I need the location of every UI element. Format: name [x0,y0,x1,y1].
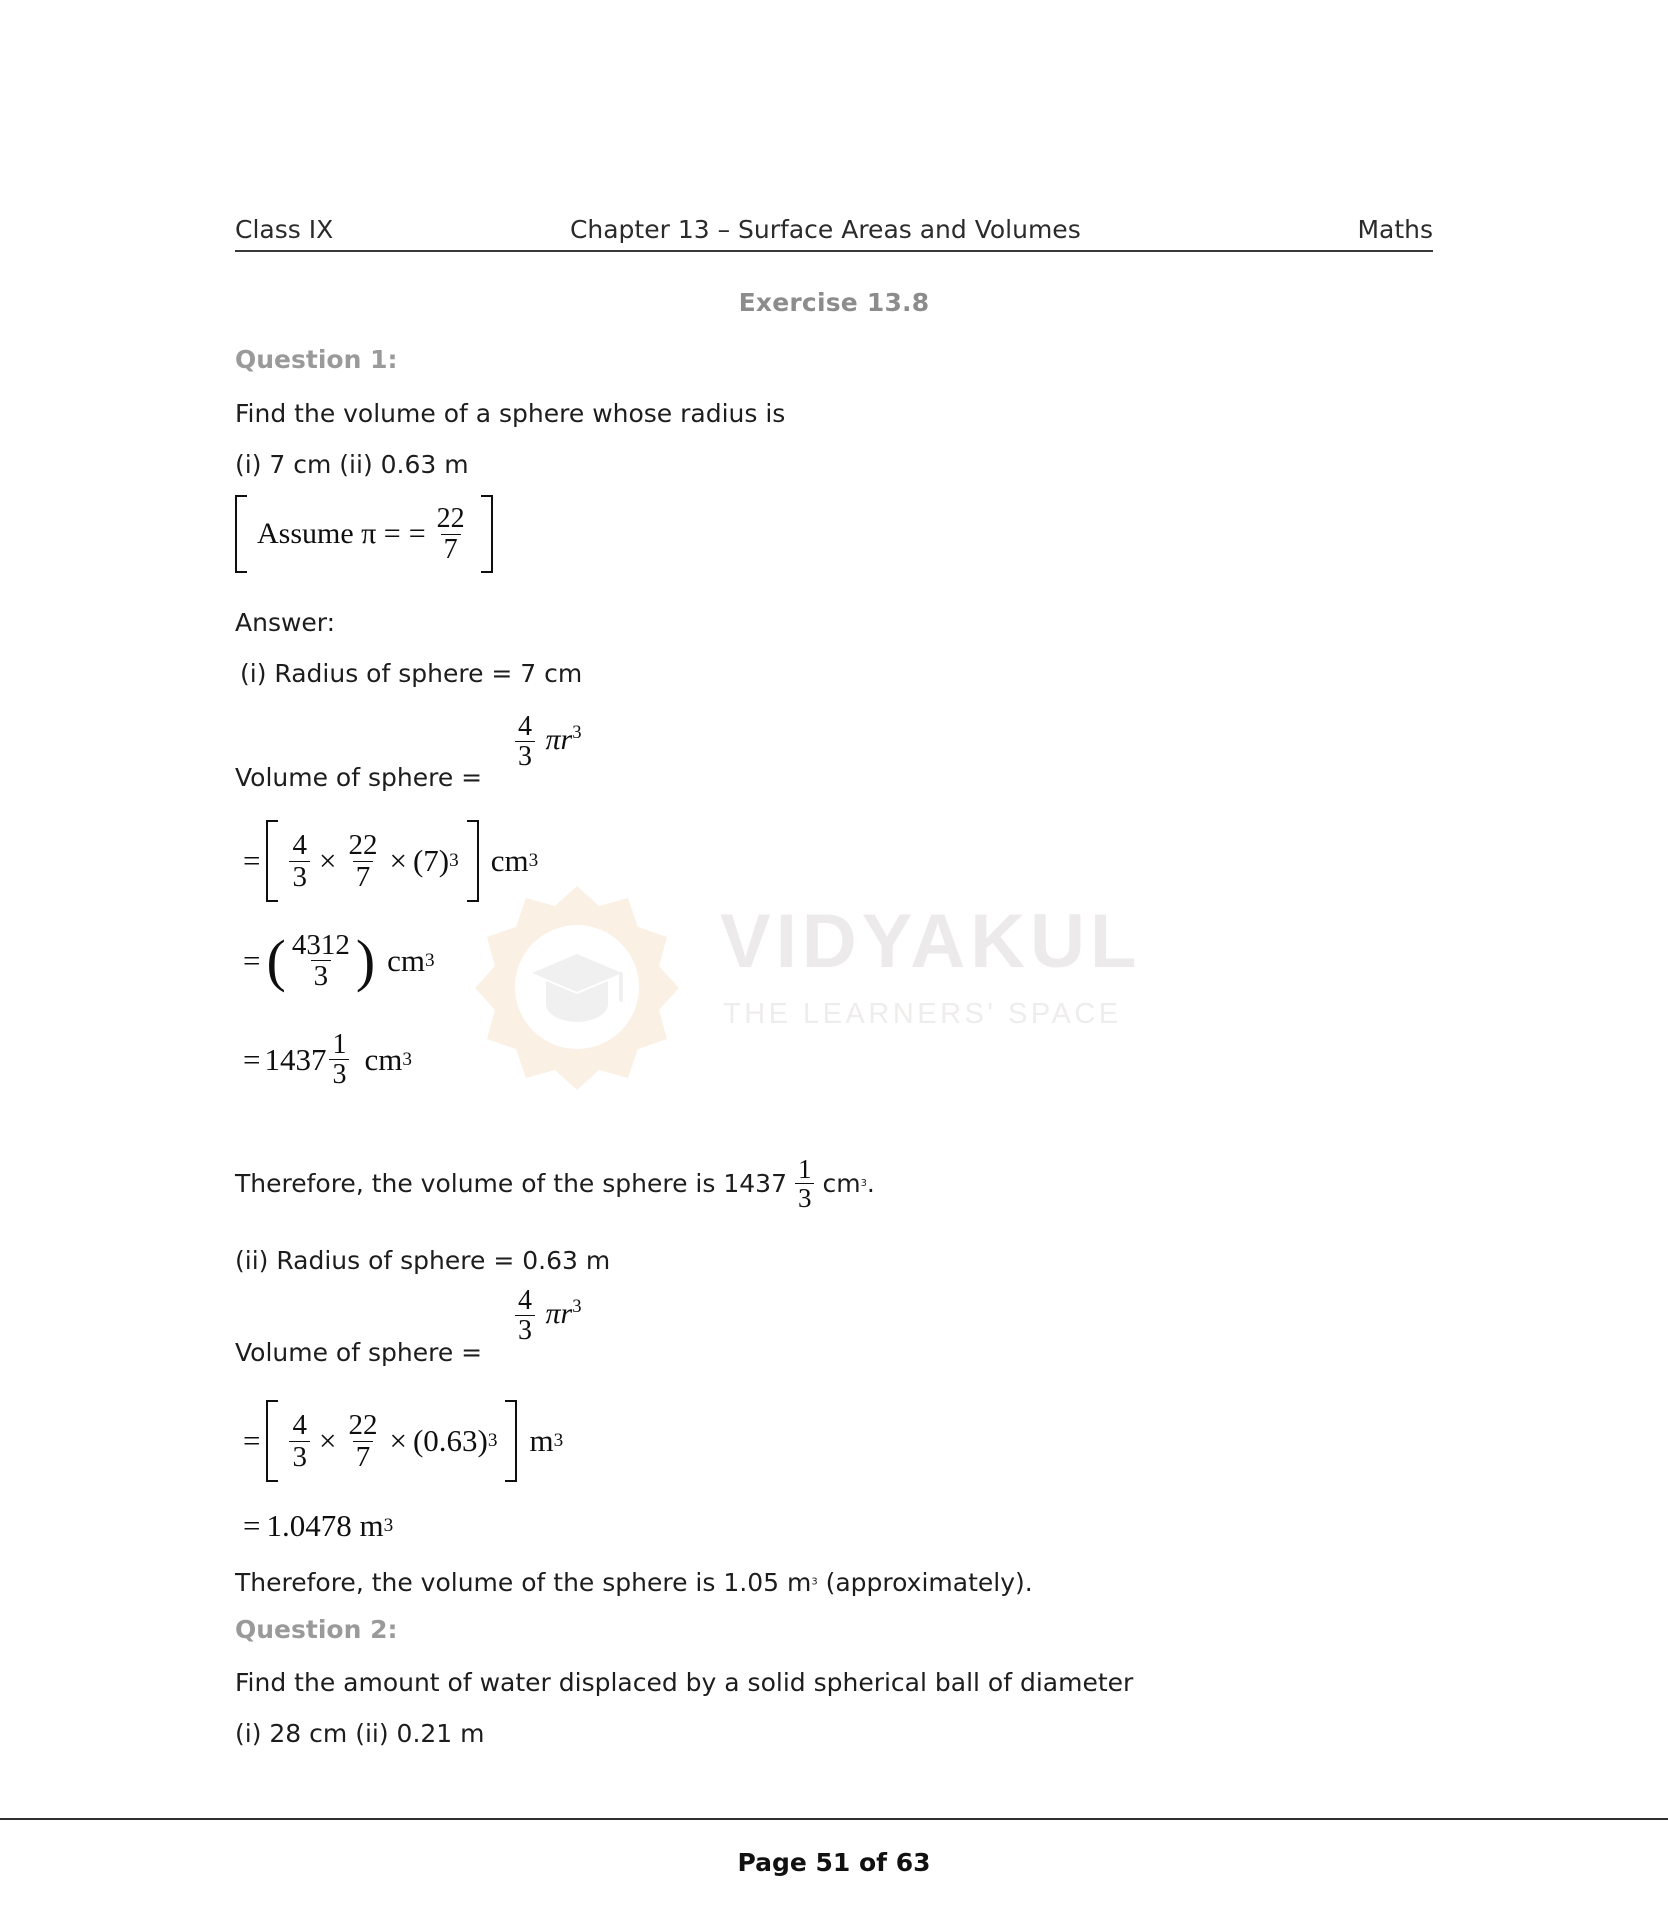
step1-value: (0.63) [412,1423,488,1458]
conclusion-text-b: (approximately). [817,1568,1033,1597]
step3-unit: cm [364,1041,403,1077]
conclusion-denominator: 3 [795,1183,815,1212]
step3-whole: 1437 [264,1041,327,1077]
watermark-brand: VIDYAKUL [720,899,1142,984]
step1-equals: = [243,843,261,878]
question-2-label: Question 2: [235,1615,398,1644]
step1-f1-num: 4 [292,829,307,862]
formula-denominator: 3 [515,741,535,771]
step1-f1-den: 3 [289,861,310,892]
step2-equals: = [243,942,261,978]
step2-value-power: 3 [383,1515,394,1536]
conclusion-text-c: . [866,1168,875,1198]
conclusion-text-a: Therefore, the volume of the sphere is 1437 [235,1168,787,1198]
question-1-line-2: (i) 7 cm (ii) 0.63 m [235,450,469,479]
formula-power: 3 [572,1295,582,1317]
part-ii-radius: (ii) Radius of sphere = 0.63 m [235,1246,611,1275]
step1-value: (7) [412,843,450,878]
question-1-label: Question 1: [235,345,398,374]
conclusion-numerator: 1 [797,1154,812,1184]
part-i-volume-label: Volume of sphere = [235,763,483,792]
assume-pi-expression: Assume π = = $\frac{22}{7}$ [235,495,493,581]
step3-unit-power: 3 [402,1048,412,1070]
part-i-volume-formula [512,712,582,772]
assume-numerator: 22 [436,503,465,535]
step2-unit: cm [387,942,426,978]
formula-power: 3 [572,721,582,743]
step1-f2-den: 7 [353,861,374,892]
header-class: Class IX [235,215,334,244]
step2-denominator: 3 [311,960,332,991]
question-2-line-1: Find the amount of water displaced by a solid spherical ball of diameter [235,1668,1134,1697]
conclusion-unit: cm [822,1168,861,1198]
part-i-step-2: = ( $\frac{4312}{3}$ ) cm 3 [243,927,435,993]
step3-equals: = [243,1041,261,1077]
formula-numerator: 4 [518,711,532,742]
bracket-right-icon [467,820,479,902]
step3-numerator: 1 [332,1029,347,1060]
part-i-step-1 [243,820,538,902]
part-ii-volume-label: Volume of sphere = [235,1338,483,1367]
bracket-left-icon [266,820,278,902]
bracket-left-icon [266,1400,278,1482]
formula-pi-r: πr [545,1296,573,1330]
header-chapter: Chapter 13 – Surface Areas and Volumes [569,215,1081,244]
part-ii-step-2 [243,1508,393,1544]
step1-f1-num: 4 [292,1409,307,1442]
step1-unit: m [529,1423,554,1458]
assume-text: Assume π = [257,517,401,550]
question-2-line-2: (i) 28 cm (ii) 0.21 m [235,1719,485,1748]
step1-times-2: × [389,843,407,878]
part-ii-step-1 [243,1400,563,1482]
formula-denominator: 3 [515,1315,535,1345]
header-subject: Maths [1357,215,1433,244]
step1-unit-power: 3 [553,1430,564,1451]
step1-value-power: 3 [449,850,459,871]
assume-denominator: 7 [441,534,461,564]
step1-f1-den: 3 [289,1441,310,1472]
step1-f2-num: 22 [348,1409,378,1442]
step1-unit-power: 3 [528,850,539,871]
step2-equals: = [243,1508,261,1543]
watermark-tagline: THE LEARNERS' SPACE [723,998,1122,1030]
exercise-title: Exercise 13.8 [738,288,930,317]
step1-f2-den: 7 [353,1441,374,1472]
footer-page-number: Page 51 of 63 [737,1848,931,1877]
footer-divider [0,1818,1668,1820]
bracket-right-icon [481,495,493,573]
part-i-radius: (i) Radius of sphere = 7 cm [240,659,583,688]
step1-times-1: × [318,1423,337,1458]
step2-value: 1.0478 m [266,1508,384,1543]
part-i-step-3 [243,1030,412,1090]
part-ii-conclusion [235,1565,1033,1601]
step1-unit: cm [490,843,529,878]
graduation-cap-icon [470,880,685,1095]
conclusion-text-a: Therefore, the volume of the sphere is 1.05 m [235,1568,812,1597]
part-ii-volume-formula [512,1286,582,1346]
step1-times-1: × [318,843,337,878]
conclusion-unit-power: 3 [811,1576,818,1588]
step2-unit-power: 3 [425,949,435,971]
page-header [235,215,1433,252]
answer-label: Answer: [235,608,336,637]
step2-numerator: 4312 [291,929,350,961]
step1-equals: = [243,1423,261,1458]
bracket-right-icon [505,1400,517,1482]
part-i-conclusion [235,1155,875,1213]
step1-value-power: 3 [487,1430,498,1451]
formula-pi-r: πr [545,722,573,756]
conclusion-unit-power: 3 [860,1177,867,1189]
formula-numerator: 4 [518,1285,532,1316]
watermark [470,880,1220,1100]
step1-times-2: × [389,1423,407,1458]
step1-f2-num: 22 [348,829,378,862]
question-1-line-1: Find the volume of a sphere whose radius is [235,399,786,428]
bracket-left-icon [235,495,247,573]
step3-denominator: 3 [329,1059,349,1089]
